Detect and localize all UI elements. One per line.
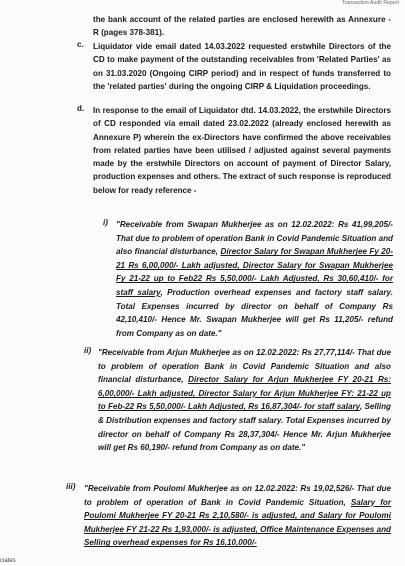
quote-text-end: , Production overhead expenses and factory staff salary. Total Expenses incurred by director on behalf of Company Rs 42,10,410/- Hence Mr. Swapan Mukherjee will get Rs 11,205/- refund from Company as on date." xyxy=(116,287,394,338)
paragraph-d-marker: d. xyxy=(77,104,85,113)
quote-text: "Receivable from Swapan Mukherjee as on 12.02.2022: Rs 41,99,205/- That due to problem of operation Bank in Covid Pandemic Situation and also financial disturbance, xyxy=(116,220,394,257)
annexure-reference: Annexure - R xyxy=(93,15,392,38)
quote-underlined-text: Director Salary for Arjun Mukherjee FY 20-21 Rs: 6,00,000/- Lakh adjusted, Director Salary for Arjun Mukherjee FY: 21-22 up to Feb-22 Rs 5,50,000/- Lakh Adjusted, Rs 16,87,304/- for staff salary xyxy=(98,375,391,412)
paragraph-text: the bank account of the related parties are enclosed herewith as xyxy=(93,15,349,24)
quote-underlined-text: Salary for Poulomi Mukherjee FY 20-21 Rs 2,10,580/- is adjusted, and Salary for Poulomi Mukherjee FY 21-22 Rs 1,93,000/- is adjusted, Office Maintenance Expenses and Selling overhead expenses for Rs 16,10,000/- xyxy=(84,497,392,548)
paragraph-annexure-r xyxy=(93,13,391,40)
paragraph-c-marker: c. xyxy=(77,40,84,49)
quote-swapan-mukherjee xyxy=(116,218,393,340)
quote-i-marker: i) xyxy=(103,218,108,227)
paragraph-d: In response to the email of Liquidator dtd. 14.03.2022, the erstwhile Directors of CD responded via email dated 23.02.2022 (already enclosed herewith as Annexure P) wherein the ex-Directors have confirmed the above receivables from related parties have been utilised / adjusted against several payments made by the erstwhile Directors on account of payment of Director Salary, production expenses and others. The extract of such response is reproduced below for ready reference - xyxy=(93,106,391,195)
quote-underlined-text: Director Salary for Swapan Mukherjee Fy 20-21 Rs 6,00,000/- Lakh adjusted, Director Salary for Swapan Mukherjee Fy 21-22 up to Feb22 Rs 5,50,000/- Lakh Adjusted, Rs 30,60,410/- for staff salary xyxy=(116,247,393,297)
quote-ii-marker: ii) xyxy=(84,346,92,355)
quote-poulomi-mukherjee xyxy=(84,482,391,550)
quote-text-end: , Selling & Distribution expenses and factory staff salary. Total Expenses incurred by director on behalf of Company Rs 28,37,304/- Hence Mr. Arjun Mukherjee will get Rs 60,190/- refund from Company as on date." xyxy=(98,402,391,453)
quote-iii-marker: iii) xyxy=(66,482,76,491)
paragraph-c: Liquidator vide email dated 14.03.2022 requested erstwhile Directors of the CD to make payment of the outstanding receivables from 'Related Parties' as on 31.03.2020 (Ongoing CIRP period) and in respect of funds transferred to the 'related parties' during the ongoing CIRP & Liquidation proceedings. xyxy=(93,42,391,91)
quote-text: "Receivable from Poulomi Mukherjee as on 12.02.2022: Rs 19,02,526/- That due to problem of operation of Bank in Covid Pandemic Situation, xyxy=(84,484,391,507)
quote-text: "Receivable from Arjun Mukherjee as on 12.02.2022: Rs 27,77,114/- That due to problem of operation Bank in Covid Pandemic Situation and also financial disturbance, xyxy=(98,348,391,385)
quote-arjun-mukherjee xyxy=(98,346,391,455)
paragraph-text-pages: (pages 378-381). xyxy=(98,28,165,38)
page-header-fragment: Transaction Audit Report xyxy=(341,0,399,6)
page-footer-fragment: ciates xyxy=(0,558,16,564)
